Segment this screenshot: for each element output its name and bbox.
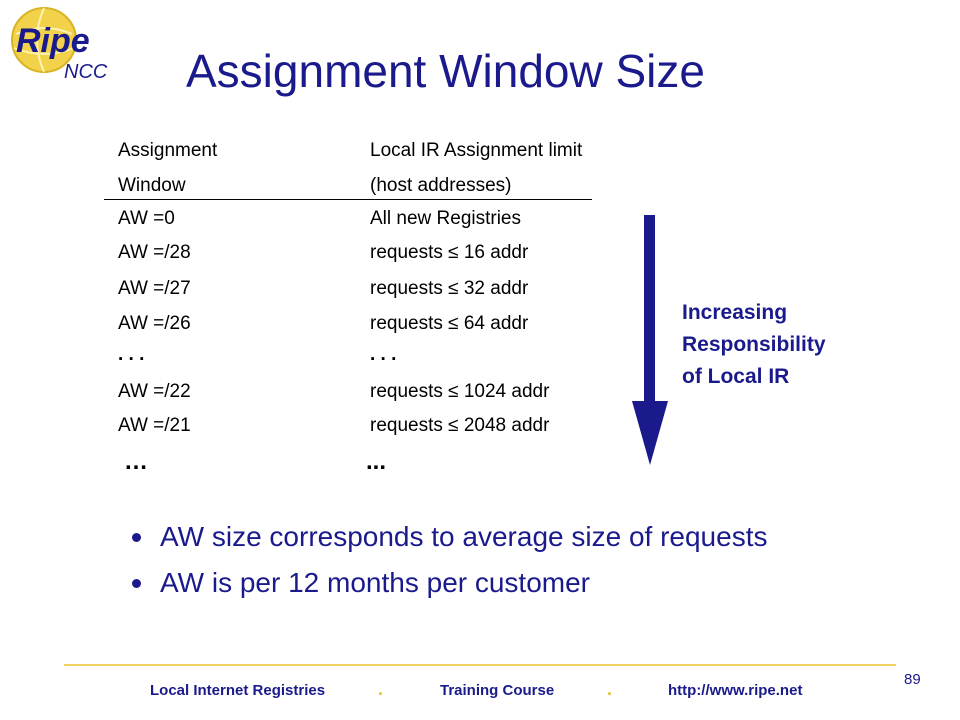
bullet-icon bbox=[132, 533, 141, 542]
header-col1-line2: Window bbox=[118, 175, 186, 196]
ripe-ncc-logo bbox=[4, 4, 124, 84]
header-col2-line2: (host addresses) bbox=[370, 175, 512, 196]
row-limit: requests ≤ 32 addr bbox=[370, 278, 529, 299]
bullet-text: AW is per 12 months per customer bbox=[160, 567, 591, 598]
responsibility-line: of Local IR bbox=[682, 365, 790, 388]
responsibility-label bbox=[682, 297, 826, 393]
row-aw-ellipsis: . . . bbox=[118, 344, 145, 365]
logo-primary-text: Ripe bbox=[16, 22, 90, 60]
footer-left: Local Internet Registries bbox=[150, 682, 326, 699]
row-limit: requests ≤ 1024 addr bbox=[370, 381, 550, 402]
row-aw: AW =/21 bbox=[118, 415, 191, 436]
row-limit: requests ≤ 16 addr bbox=[370, 242, 529, 263]
footer-url-link[interactable]: http://www.ripe.net bbox=[668, 682, 803, 699]
trailing-ellipsis-col1: … bbox=[124, 448, 148, 475]
row-aw: AW =0 bbox=[118, 208, 175, 229]
responsibility-line: Responsibility bbox=[682, 333, 826, 356]
bullet-text: AW size corresponds to average size of requests bbox=[160, 521, 768, 552]
header-divider bbox=[104, 199, 592, 200]
row-limit: requests ≤ 64 addr bbox=[370, 313, 529, 334]
footer-separator: . bbox=[378, 679, 384, 699]
header-col2-line1: Local IR Assignment limit bbox=[370, 140, 583, 161]
header-col1-line1: Assignment bbox=[118, 140, 218, 161]
row-limit-ellipsis: . . . bbox=[370, 344, 397, 365]
row-aw: AW =/22 bbox=[118, 381, 191, 402]
down-arrow-icon bbox=[630, 215, 670, 467]
row-limit: All new Registries bbox=[370, 208, 521, 229]
logo-secondary-text: NCC bbox=[64, 61, 108, 83]
row-aw: AW =/27 bbox=[118, 278, 191, 299]
trailing-ellipsis-col2: ... bbox=[366, 448, 387, 475]
footer-middle: Training Course bbox=[440, 682, 555, 699]
bullet-icon bbox=[132, 579, 141, 588]
page-title: Assignment Window Size bbox=[186, 45, 705, 97]
responsibility-line: Increasing bbox=[682, 301, 788, 324]
row-aw: AW =/26 bbox=[118, 313, 191, 334]
footer-rule bbox=[64, 664, 896, 666]
row-limit: requests ≤ 2048 addr bbox=[370, 415, 550, 436]
footer-separator: . bbox=[607, 679, 613, 699]
page-number: 89 bbox=[904, 671, 921, 688]
row-aw: AW =/28 bbox=[118, 242, 191, 263]
